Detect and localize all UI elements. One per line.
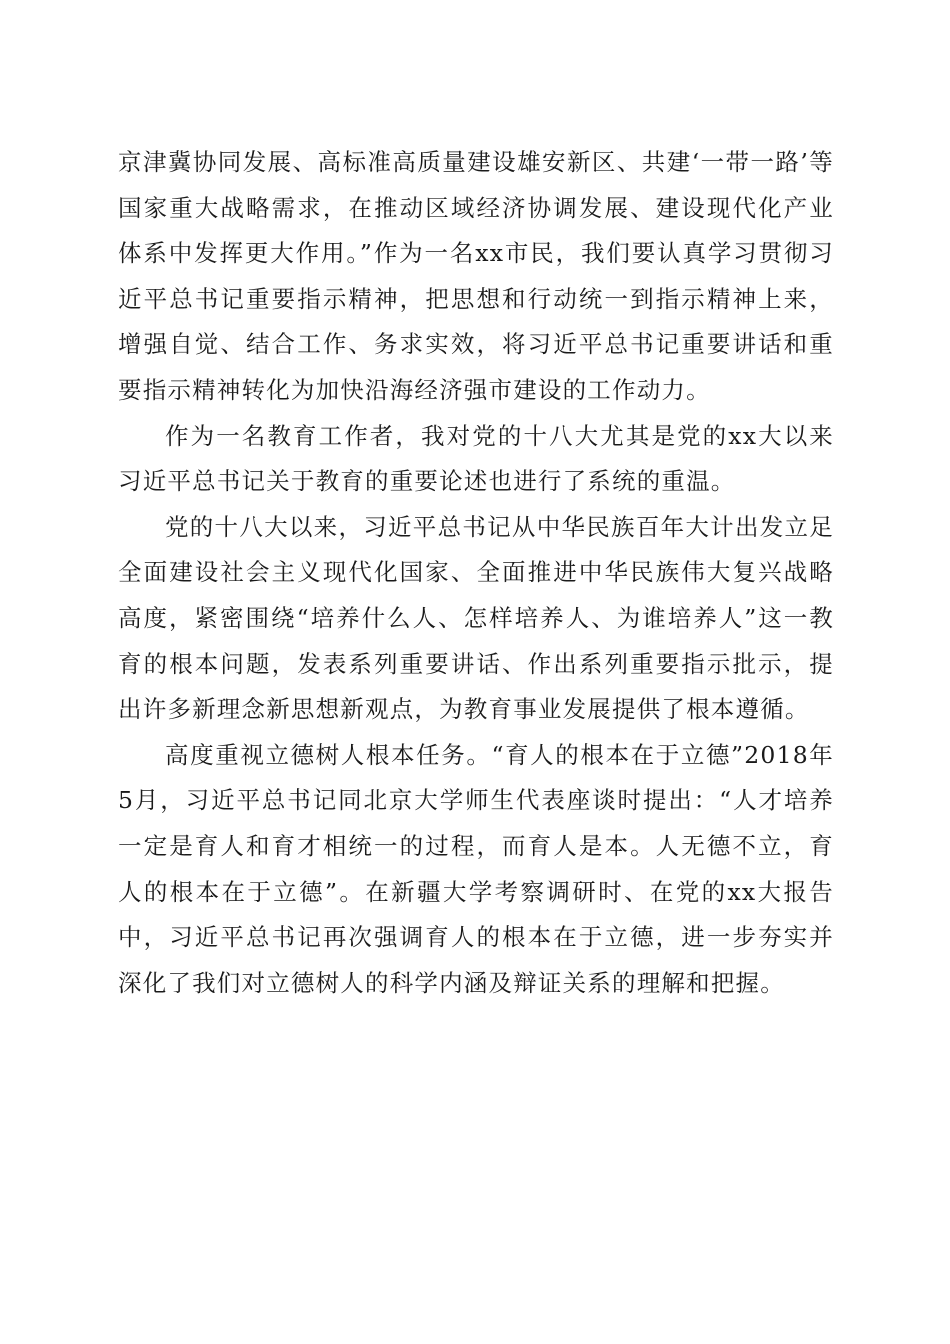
paragraph-4: 高度重视立德树人根本任务。“育人的根本在于立德”2018年5月，习近平总书记同北京大学师生代表座谈时提出：“人才培养一定是育人和育才相统一的过程，而育人是本。人无德不立，育人的根本在于立德”。在新疆大学考察调研时、在党的xx大报告中，习近平总书记再次强调育人的根本在于立德，进一步夯实并深化了我们对立德树人的科学内涵及辩证关系的理解和把握。 [118, 740, 834, 997]
paragraph-2: 作为一名教育工作者，我对党的十八大尤其是党的xx大以来习近平总书记关于教育的重要论述也进行了系统的重温。 [118, 421, 834, 496]
paragraph-1: 京津冀协同发展、高标准高质量建设雄安新区、共建‘一带一路’等国家重大战略需求，在推动区域经济协调发展、建设现代化产业体系中发挥更大作用。”作为一名xx市民，我们要认真学习贯彻习近平总书记重要指示精神，把思想和行动统一到指示精神上来，增强自觉、结合工作、务求实效，将习近平总书记重要讲话和重要指示精神转化为加快沿海经济强市建设的工作动力。 [118, 148, 834, 404]
document-body [118, 140, 834, 1006]
paragraph-3: 党的十八大以来，习近平总书记从中华民族百年大计出发立足全面建设社会主义现代化国家、全面推进中华民族伟大复兴战略高度，紧密围绕“培养什么人、怎样培养人、为谁培养人”这一教育的根本问题，发表系列重要讲话、作出系列重要指示批示，提出许多新理念新思想新观点，为教育事业发展提供了根本遵循。 [118, 512, 834, 724]
